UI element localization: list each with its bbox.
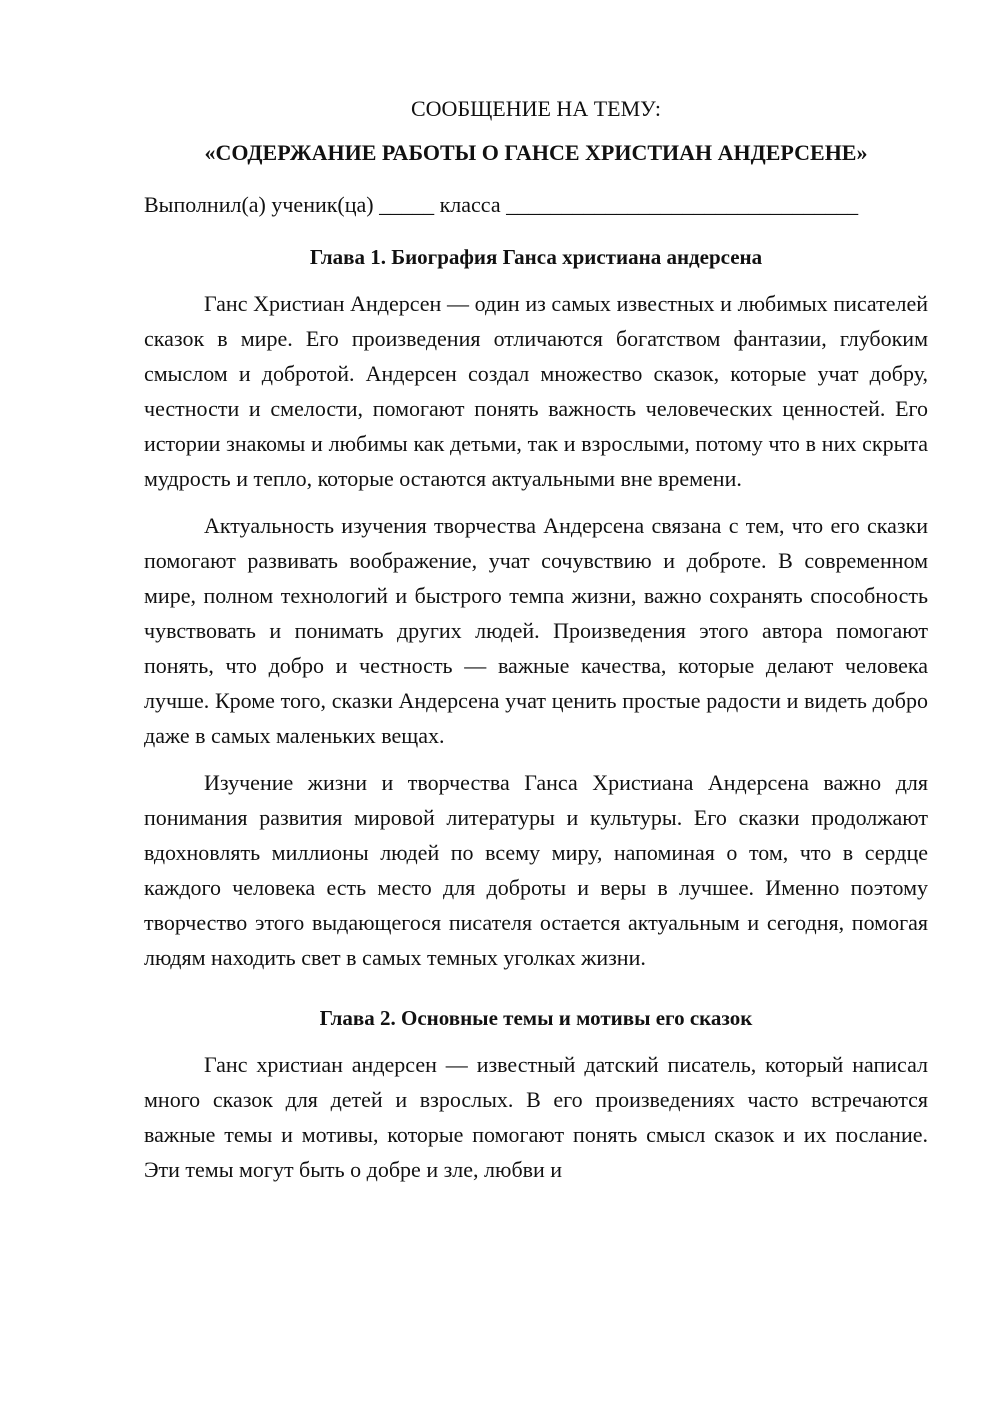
document-title-line-1: СООБЩЕНИЕ НА ТЕМУ: [411, 96, 661, 121]
chapter-1-heading: Глава 1. Биография Ганса христиана андерсена [309, 245, 763, 269]
document-page [144, 92, 928, 1199]
document-title-line-2: «СОДЕРЖАНИЕ РАБОТЫ О ГАНСЕ ХРИСТИАН АНДЕРСЕНЕ» [204, 140, 868, 165]
chapter-1-paragraph-2: Актуальность изучения творчества Андерсена связана с тем, что его сказки помогают развивать воображение, учат сочувствию и доброте. В современном мире, полном технологий и быстрого темпа жизни, важно сохранять способность чувствовать и понимать других людей. Произведения этого автора помогают понять, что добро и честность — важные качества, которые делают человека лучше. Кроме того, сказки Андерсена учат ценить простые радости и видеть добро даже в самых маленьких вещах. [144, 513, 928, 748]
chapter-2-paragraph-1: Ганс христиан андерсен — известный датский писатель, который написал много сказок для детей и взрослых. В его произведениях часто встречаются важные темы и мотивы, которые помогают понять смысл сказок и их послание. Эти темы могут быть о добре и зле, любви и [144, 1052, 928, 1182]
chapter-2 [144, 1001, 928, 1187]
chapter-1-paragraph-3: Изучение жизни и творчества Ганса Христиана Андерсена важно для понимания развития мировой литературы и культуры. Его сказки продолжают вдохновлять миллионы людей по всему миру, напоминая о том, что в сердце каждого человека есть место для доброты и веры в лучшее. Именно поэтому творчество этого выдающегося писателя остается актуальным и сегодня, помогая людям находить свет в самых темных уголках жизни. [144, 770, 928, 970]
chapter-1-paragraph-1: Ганс Христиан Андерсен — один из самых известных и любимых писателей сказок в мире. Его произведения отличаются богатством фантазии, глубоким смыслом и добротой. Андерсен создал множество сказок, которые учат добру, честности и смелости, помогают понять важность человеческих ценностей. Его истории знакомы и любимы как детьми, так и взрослыми, потому что в них скрыта мудрость и тепло, которые остаются актуальными вне времени. [144, 291, 928, 491]
chapter-1 [144, 240, 928, 975]
chapter-2-heading: Глава 2. Основные темы и мотивы его сказок [319, 1006, 753, 1030]
student-info-line: Выполнил(а) ученик(ца) _____ класса ________________________________ [144, 192, 859, 217]
